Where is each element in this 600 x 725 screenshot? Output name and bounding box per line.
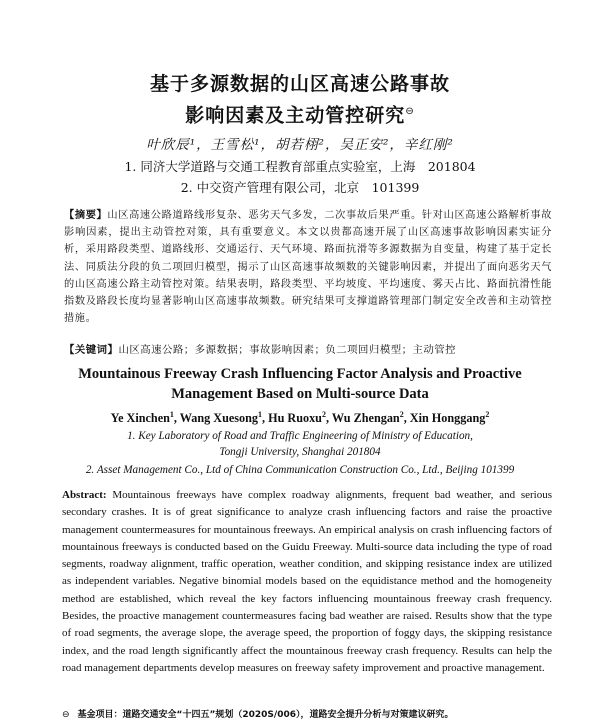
- author-aff: 1: [169, 410, 174, 419]
- english-affiliation-1b: Tongji University, Shanghai 201804: [219, 446, 381, 458]
- author-name: Wu Zhengan: [331, 411, 400, 426]
- author-3: [332, 411, 404, 425]
- chinese-authors: 叶欣辰¹，王雪松¹，胡若栩²，吴正安²，辛红刚²: [146, 137, 454, 153]
- chinese-abstract-text: 山区高速公路道路线形复杂、恶劣天气多发，二次事故后果严重。针对山区高速公路解析事故影响因素，提出主动管控对策，具有重要意义。本文以贵都高速开展了山区高速事故影响因素实证分析，采用路段类型、道路线形、交通运行、天气环境、路面抗滑等多源数据为自变量，构建了基于定长法、同质法分段的负二项回归模型，揭示了山区高速事故频数的关键影响因素，并提出了面向恶劣天气的山区高速公路主动管控对策。结果表明，路段类型、平均坡度、平均速度、雾天占比、路面抗滑性能指数及路段长度均显著影响山区高速事故频数。研究结果可支撑道路管理部门制定安全改善和主动管控措施。: [64, 210, 552, 325]
- funding-footnote: [62, 707, 562, 720]
- chinese-title-line-1: 基于多源数据的山区高速公路事故: [149, 73, 450, 95]
- author-1: [180, 411, 262, 425]
- author-name: Xin Honggang: [409, 411, 486, 426]
- english-affiliation-2: 2. Asset Management Co., Ltd of China Communication Construction Co., Ltd., Beijing 101399: [85, 464, 515, 476]
- chinese-keywords-text: 山区高速公路；多源数据；事故影响因素；负二项回归模型；主动管控: [118, 344, 457, 356]
- author-name: Ye Xinchen: [110, 411, 170, 426]
- english-authors: Ye Xinchen$^1$, Wang Xuesong$^1$, Hu Ruoxu$^2$, Wu Zhengan$^2$, Xin Honggang$^2$: [110, 410, 490, 426]
- footnote-mark: ⊖: [62, 710, 70, 720]
- english-affiliation-1a: 1. Key Laboratory of Road and Traffic Engineering of Ministry of Education,: [127, 430, 473, 442]
- chinese-affiliation-1: 1. 同济大学道路与交通工程教育部重点实验室，上海 201804: [124, 159, 476, 174]
- author-aff: 2: [485, 410, 490, 419]
- title-footnote-mark: ⊖: [405, 106, 415, 117]
- chinese-keywords-label: 【关键词】: [64, 344, 119, 356]
- author-0: [111, 411, 174, 425]
- chinese-title-line-2: [0, 98, 600, 129]
- english-abstract: [62, 487, 552, 677]
- author-name: Wang Xuesong: [179, 411, 259, 426]
- english-abstract-text: Mountainous freeways have complex roadway alignments, frequent bad weather, and serious secondary crashes. It is of great significance to analyze crash influencing factors and raise the proactive management countermeasures for mountainous freeways. An empirical analysis on crash influencing factors of mountainous freeways is conducted based on the Guidu Freeway. Multi-source data including the type of road segments, roadway alignment, traffic operation, weather condition, and skipping resistance index are utilized as independent variables. Negative binomial models based on the equidistance method and the homogeneity method are established, which reveal the key factors influencing mountainous freeway crash frequency. Besides, the proactive management countermeasures facing bad weather are raised. Results show that the type of road segments, the average slope, the average speed, the proportion of foggy days, the skipping resistance index, and the road length significantly affect the mountainous freeway crash frequency. Results can help the road management departments develop measures on freeway safety improvement and proactive management.: [62, 489, 552, 674]
- author-aff: 2: [321, 410, 326, 419]
- author-name: Hu Ruoxu: [268, 411, 322, 426]
- author-aff: 2: [399, 410, 404, 419]
- author-4: [410, 411, 490, 425]
- author-aff: 1: [258, 410, 263, 419]
- english-title-line-2: Management Based on Multi-source Data: [171, 386, 429, 402]
- footnote-text: 基金项目：道路交通安全“十四五”规划（2020S/006），道路安全提升分析与对策建议研究。: [77, 710, 454, 720]
- chinese-abstract: [64, 207, 552, 327]
- author-2: [268, 411, 326, 425]
- english-abstract-label: Abstract:: [62, 489, 107, 501]
- chinese-title-line-2-text: 影响因素及主动管控研究: [185, 104, 406, 127]
- chinese-affiliation-2: 2. 中交资产管理有限公司，北京 101399: [180, 180, 420, 195]
- chinese-abstract-label: 【摘要】: [64, 209, 108, 221]
- chinese-keywords: [64, 341, 552, 356]
- english-title-line-1: Mountainous Freeway Crash Influencing Factor Analysis and Proactive: [78, 366, 522, 382]
